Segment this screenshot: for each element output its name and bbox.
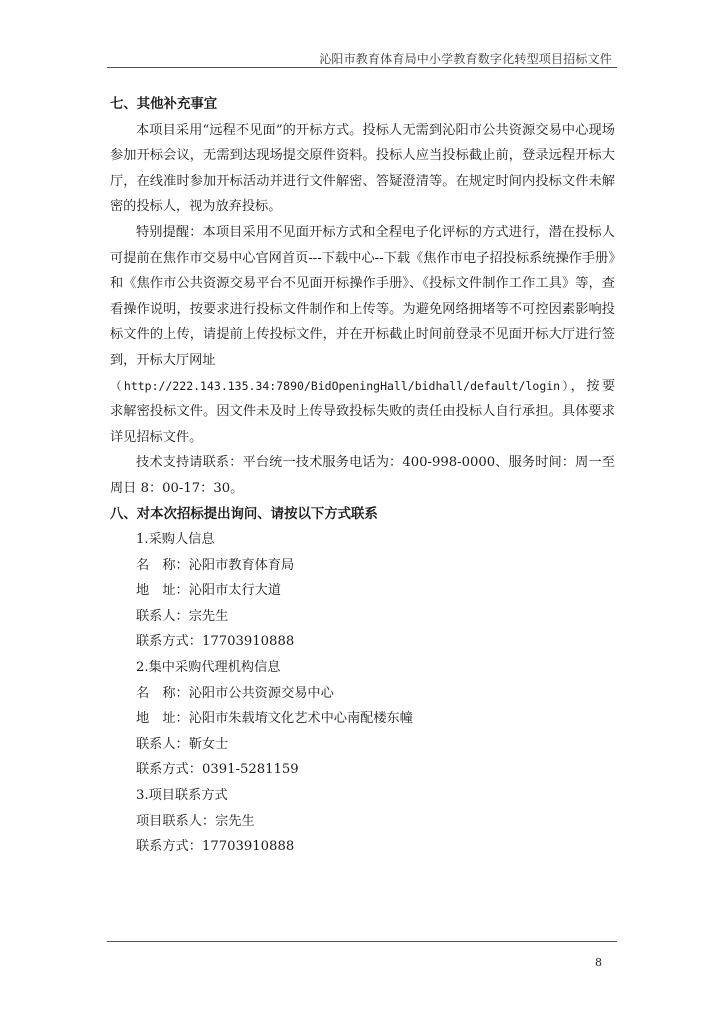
agency-title: 2.集中采购代理机构信息 [136, 660, 281, 676]
section-8-heading: 八、对本次招标提出询问、请按以下方式联系 [110, 506, 378, 522]
project-contact-line [110, 809, 615, 835]
purchaser-name: 沁阳市教育体育局 [188, 557, 295, 573]
header-divider [107, 67, 617, 68]
purchaser-contact: 宗先生 [188, 608, 229, 624]
purchaser-name-label: 名 称： [136, 557, 189, 573]
purchaser-phone-label: 联系方式： [136, 634, 202, 650]
purchaser-contact-label: 联系人： [136, 608, 189, 624]
agency-address: 沁阳市朱载堉文化艺术中心南配楼东幢 [188, 711, 413, 727]
agency-contact-line [110, 732, 615, 758]
section-7-paragraph-2-tail: ，按要求解密投标文件。因文件未及时上传导致投标失败的责任由投标人自行承担。具体要求详见招标文件。 [110, 378, 616, 445]
purchaser-phone: 17703910888 [201, 634, 295, 650]
section-7-paragraph-2-text: 特别提醒：本项目采用不见面开标方式和全程电子化评标的方式进行，潜在投标人可提前在焦作市交易中心官网首页---下载中心--下载《焦作市电子招投标系统操作手册》和《焦作市公共资源交易平台不见面开标操作手册》、《投标文件制作工作工具》等，查看操作说明，按要求进行投标文件制作和上传等。为避免网络拥堵等不可控因素影响投标文件的上传，请提前上传投标文件，并在开标截止时间前登录不见面开标大厅进行签到，开标大厅网址 [110, 224, 615, 368]
agency-name-line [110, 681, 615, 707]
agency-phone: 0391-5281159 [201, 762, 299, 778]
agency-contact-label: 联系人： [136, 736, 189, 752]
section-7-paragraph-3: 技术支持请联系：平台统一技术服务电话为：400-998-0000、服务时间：周一至周日 8：00-17：30。 [110, 455, 615, 496]
agency-name-label: 名 称： [136, 685, 189, 701]
section-7-paragraph-1: 本项目采用“远程不见面”的开标方式。投标人无需到沁阳市公共资源交易中心现场参加开标会议，无需到达现场提交原件资料。投标人应当投标截止前，登录远程开标大厅，在线准时参加开标活动并进行文件解密、答疑澄清等。在规定时间内投标文件未解密的投标人，视为放弃投标。 [110, 122, 615, 215]
project-contact: 宗先生 [215, 813, 255, 829]
bid-hall-url: （http://222.143.135.34:7890/BidOpeningHall/bidhall/default/login） [110, 378, 571, 393]
project-phone-line [110, 834, 615, 860]
agency-phone-label: 联系方式： [136, 762, 202, 778]
agency-contact: 靳女士 [188, 736, 229, 752]
agency-address-line [110, 706, 615, 732]
document-header-title: 沁阳市教育体育局中小学教育数字化转型项目招标文件 [319, 52, 612, 66]
page-number: 8 [595, 956, 602, 969]
purchaser-address-line [110, 578, 615, 604]
project-phone-label: 联系方式： [136, 839, 202, 855]
purchaser-phone-line [110, 629, 615, 655]
agency-phone-line [110, 757, 615, 783]
purchaser-address: 沁阳市太行大道 [188, 583, 282, 599]
footer-divider [107, 941, 617, 942]
section-7-paragraph-2 [110, 220, 615, 450]
section-7-heading: 七、其他补充事宜 [110, 97, 218, 112]
project-contact-label: 项目联系人： [136, 813, 216, 829]
purchaser-address-label: 地 址： [136, 583, 189, 599]
agency-address-label: 地 址： [136, 711, 189, 727]
purchaser-name-line [110, 553, 615, 579]
project-phone: 17703910888 [201, 839, 295, 855]
project-contact-title: 3.项目联系方式 [136, 788, 228, 804]
page-content [110, 92, 615, 860]
purchaser-contact-line [110, 604, 615, 630]
agency-name: 沁阳市公共资源交易中心 [188, 685, 334, 701]
purchaser-title: 1.采购人信息 [136, 532, 215, 548]
